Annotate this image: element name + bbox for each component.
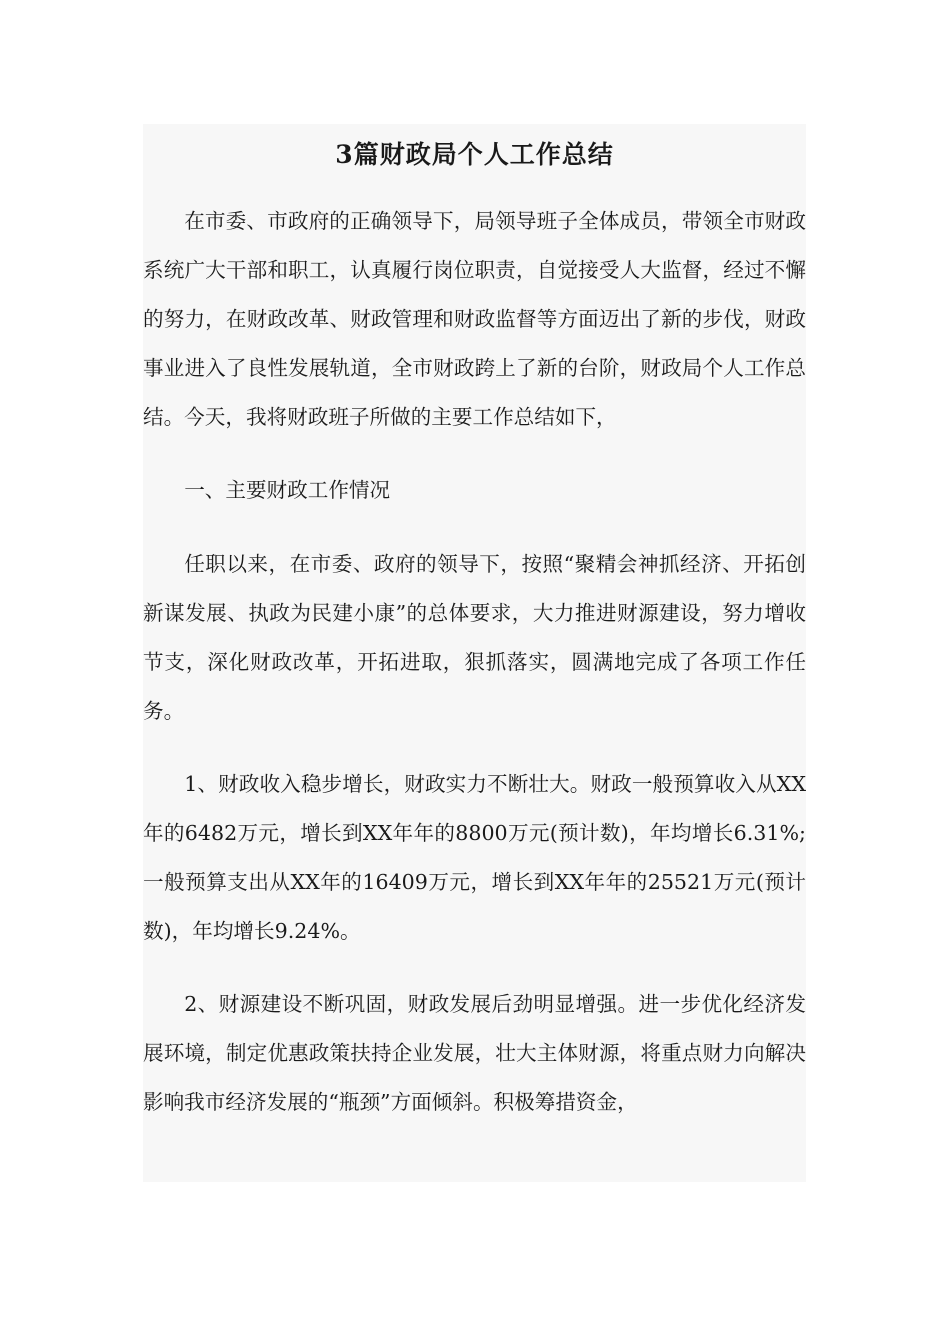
intro-paragraph: 在市委、市政府的正确领导下，局领导班子全体成员，带领全市财政系统广大干部和职工，认真履行岗位职责，自觉接受人大监督，经过不懈的努力，在财政改革、财政管理和财政监督等方面迈出了新的步伐，财政事业进入了良性发展轨道，全市财政跨上了新的台阶，财政局个人工作总结。今天，我将财政班子所做的主要工作总结如下， xyxy=(143,209,806,429)
overview-paragraph: 任职以来，在市委、政府的领导下，按照“聚精会神抓经济、开拓创新谋发展、执政为民建小康”的总体要求，大力推进财源建设，努力增收节支，深化财政改革，开拓进取，狠抓落实，圆满地完成了各项工作任务。 xyxy=(143,552,806,723)
item-2-paragraph: 2、财源建设不断巩固，财政发展后劲明显增强。进一步优化经济发展环境，制定优惠政策扶持企业发展，壮大主体财源，将重点财力向解决影响我市经济发展的“瓶颈”方面倾斜。积极筹措资金， xyxy=(143,992,806,1114)
document-title: 3篇财政局个人工作总结 xyxy=(335,140,614,169)
section-heading: 一、主要财政工作情况 xyxy=(184,478,391,502)
item-1-paragraph: 1、财政收入稳步增长，财政实力不断壮大。财政一般预算收入从XX年的6482万元，增长到XX年年的8800万元(预计数)，年均增长6.31%;一般预算支出从XX年的16409万元，增长到XX年年的25521万元(预计数)，年均增长9.24%。 xyxy=(143,772,806,943)
document-page xyxy=(143,124,806,1182)
